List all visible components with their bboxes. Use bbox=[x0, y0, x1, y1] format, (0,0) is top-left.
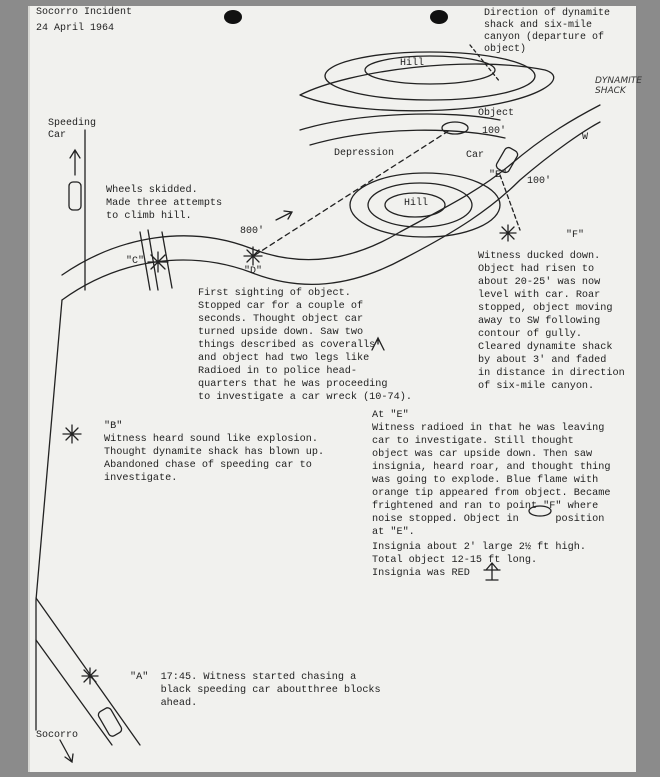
label-car: Car bbox=[466, 150, 485, 161]
note-insignia: Insignia about 2' large 2½ ft high. Total object 12-15 ft long. Insignia was RED bbox=[372, 542, 586, 579]
depression-contour-2 bbox=[310, 130, 505, 145]
socorro-arrow bbox=[60, 740, 73, 762]
label-100-bottom: 100' bbox=[527, 176, 552, 187]
police-car-start-icon bbox=[97, 706, 123, 737]
note-point-b: "B" Witness heard sound like explosion. Thought dynamite shack has blown up. Abandoned chase of speeding car to investigate. bbox=[104, 421, 325, 484]
hill-upper-contour-1 bbox=[365, 56, 495, 84]
note-point-d: First sighting of object. Stopped car for a couple of seconds. Thought object car turned upside down. Saw two things described as coveralls and object had two legs like Radioed in to police head- quarters that he was proceeding to investigate a car wreck (10-74). bbox=[198, 288, 412, 403]
speeding-car-arrow bbox=[70, 150, 80, 175]
depression-contour bbox=[300, 114, 500, 130]
label-object: Object bbox=[478, 108, 515, 119]
label-hill-upper: Hill bbox=[400, 58, 425, 69]
document-date: 24 April 1964 bbox=[36, 23, 115, 34]
note-point-e: At "E" Witness radioed in that he was leaving car to investigate. Still thought object was car upside down. Then saw insignia, heard roar, and thought thing was going to explode. Blue flame with orange tip appeared from object. Became frightened and ran to point "F" where noise stopped. Object in position at "E". bbox=[372, 410, 611, 538]
socorro-road-diagonal bbox=[36, 598, 140, 745]
star-f bbox=[500, 225, 516, 241]
label-dynamite-shack: DYNAMITE SHACK bbox=[595, 76, 642, 96]
label-100-top: 100' bbox=[482, 126, 507, 137]
note-wheels-skidded: Wheels skidded. Made three attempts to climb hill. bbox=[106, 185, 223, 222]
star-a bbox=[82, 668, 98, 684]
star-c bbox=[148, 252, 168, 272]
label-point-c: "C" bbox=[126, 256, 145, 267]
star-d bbox=[244, 247, 262, 265]
label-west: W bbox=[582, 132, 589, 143]
label-speeding-car: Speeding Car bbox=[48, 118, 97, 141]
star-b bbox=[63, 425, 81, 443]
direction-note: Direction of dynamite shack and six-mile canyon (departure of object) bbox=[484, 8, 611, 55]
label-800: 800' bbox=[240, 226, 265, 237]
note-point-f: Witness ducked down. Object had risen to about 20-25' was now level with car. Roar stopped, object moving away to SW following contour of gully. Cleared dynamite shack by about 3' and faded in distance in direction of six-mile canyon. bbox=[478, 251, 625, 392]
document-title: Socorro Incident bbox=[36, 7, 133, 18]
speeding-car-icon bbox=[69, 182, 81, 210]
label-hill-main: Hill bbox=[404, 198, 429, 209]
label-point-e: "E" bbox=[489, 170, 508, 181]
label-depression: Depression bbox=[334, 148, 395, 159]
label-point-d: "D" bbox=[244, 266, 263, 277]
road-to-socorro-left bbox=[36, 300, 62, 730]
label-socorro: Socorro bbox=[36, 730, 79, 741]
note-point-a: "A" 17:45. Witness started chasing a black speeding car aboutthree blocks ahead. bbox=[130, 672, 381, 709]
travel-arrow bbox=[276, 211, 292, 220]
label-point-f: "F" bbox=[566, 230, 585, 241]
